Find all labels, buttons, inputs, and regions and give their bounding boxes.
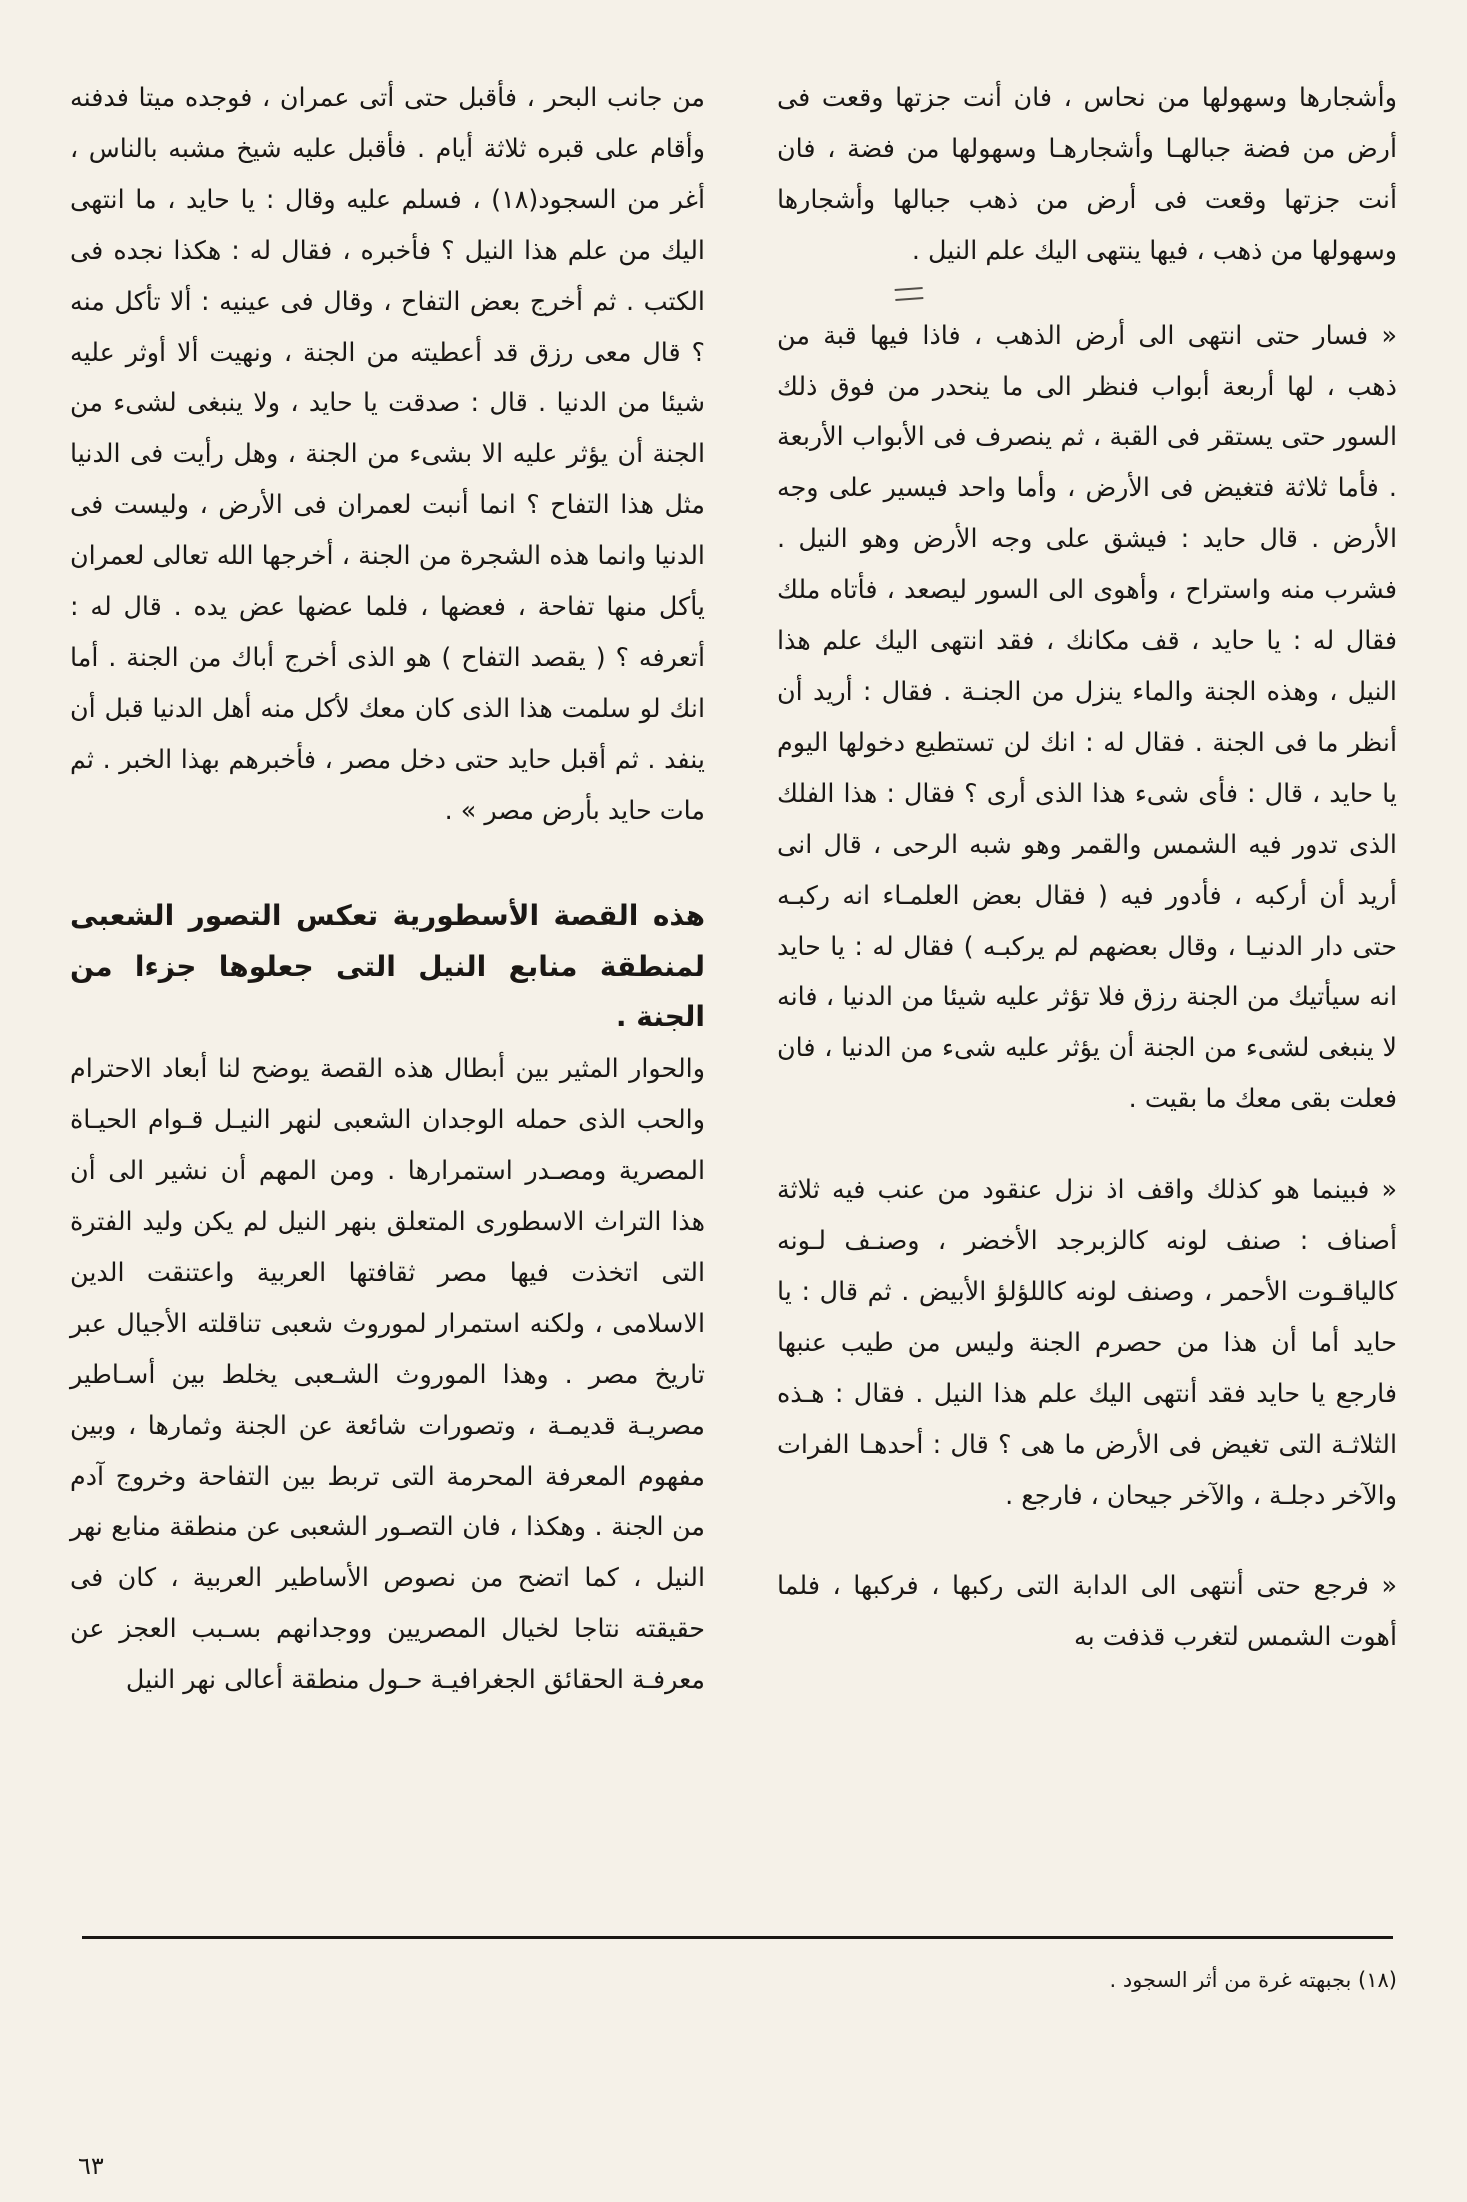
left-text-column <box>70 72 705 1705</box>
section-subheading: هذه القصة الأسطورية تعكس التصور الشعبى لمنطقة منابع النيل التى جعلوها جزءا من الجنة . <box>70 898 705 1034</box>
footnote-divider <box>82 1936 1393 1939</box>
paragraph-spacer <box>777 1124 1397 1164</box>
paragraph: والحوار المثير بين أبطال هذه القصة يوضح لنا أبعاد الاحترام والحب الذى حمله الوجدان الشعبى لنهر النيـل قـوام الحيـاة المصرية ومصـدر استمرارها . ومن المهم أن نشير الى أن هذا التراث الاسطورى المتعلق بنهر النيل لم يكن وليد الفترة التى اتخذت فيها مصر ثقافتها العربية واعتنقت الدين الاسلامى ، ولكنه استمرار لموروث شعبى تناقلته الأجيال عبر تاريخ مصر . وهذا الموروث الشـعبى يخلط بين أسـاطير مصريـة قديمـة ، وتصورات شائعة عن الجنة وثمارها ، وبين مفهوم المعرفة المحرمة التى تربط بين التفاحة وخروج آدم من الجنة . وهكذا ، فان التصـور الشعبى عن منطقة منابع نهر النيل ، كما اتضح من نصوص الأساطير العربية ، كان فى حقيقته نتاجا لخيال المصريين ووجدانهم بسـبب العجز عن معرفـة الحقائق الجغرافيـة حـول منطقة أعالى نهر النيل <box>70 1053 705 1695</box>
footnote: (١٨) بجبهته غرة من أثر السجود . <box>1109 1968 1397 1992</box>
paragraph: من جانب البحر ، فأقبل حتى أتى عمران ، فوجده ميتا فدفنه وأقام على قبره ثلاثة أيام . فأقبل عليه شيخ مشبه بالناس ، أغر من السجود(١٨) ، فسلم عليه وقال : يا حايد ، ما انتهى اليك من علم هذا النيل ؟ فأخبره ، فقال له : هكذا نجده فى الكتب . ثم أخرج بعض التفاح ، وقال فى عينيه : ألا تأكل منه ؟ قال معى رزق قد أعطيته من الجنة ، ونهيت ألا أوثر عليه شيئا من الدنيا . قال : صدقت يا حايد ، ولا ينبغى لشىء من الجنة أن يؤثر عليه الا بشىء من الجنة ، وهل رأيت فى الدنيا مثل هذا التفاح ؟ انما أنبت لعمران فى الأرض ، وليست فى الدنيا وانما هذه الشجرة من الجنة ، أخرجها الله تعالى لعمران يأكل منها تفاحة ، فعضها ، فلما عضها عض يده . قال له : أتعرفه ؟ ( يقصد التفاح ) هو الذى أخرج أباك من الجنة . أما انك لو سلمت هذا الذى كان معك لأكل منه أهل الدنيا قبل أن ينفد . ثم أقبل حايد حتى دخل مصر ، فأخبرهم بهذا الخبر . ثم مات حايد بأرض مصر » . <box>70 82 705 825</box>
paragraph: « فبينما هو كذلك واقف اذ نزل عنقود من عنب فيه ثلاثة أصناف : صنف لونه كالزبرجد الأخضر ، وصنـف لـونه كالياقـوت الأحمر ، وصنف لونه كاللؤلؤ الأبيض . ثم قال : يا حايد أما أن هذا من حصرم الجنة وليس من طيب عنبها فارجع يا حايد فقد أنتهى اليك علم هذا النيل . فقال : هـذه الثلاثـة التى تغيض فى الأرض ما هى ؟ قال : أحدهـا الفرات والآخر دجلـة ، والآخر جيحان ، فارجع . <box>777 1174 1397 1510</box>
paragraph: « فرجع حتى أنتهى الى الدابة التى ركبها ، فركبها ، فلما أهوت الشمس لتغرب قذفت به <box>777 1570 1397 1652</box>
right-text-column <box>777 72 1397 1662</box>
page-number: ٦٣ <box>78 2152 104 2180</box>
paragraph-spacer <box>70 836 705 891</box>
paragraph: « فسار حتى انتهى الى أرض الذهب ، فاذا فيها قبة من ذهب ، لها أربعة أبواب فنظر الى ما ينحدر من فوق ذلك السور حتى يستقر فى القبة ، ثم ينصرف فى الأبواب الأربعة . فأما ثلاثة فتغيض فى الأرض ، وأما واحد فيسير على وجه الأرض . قال حايد : فيشق على وجه الأرض وهو النيل . فشرب منه واستراح ، وأهوى الى السور ليصعد ، فأتاه ملك فقال له : يا حايد ، قف مكانك ، فقد انتهى اليك علم هذا النيل ، وهذه الجنة والماء ينزل من الجنـة . فقال : أريد أن أنظر ما فى الجنة . فقال له : انك لن تستطيع دخولها اليوم يا حايد ، قال : فأى شىء هذا الذى أرى ؟ فقال : هذا الفلك الذى تدور فيه الشمس والقمر وهو شبه الرحى ، قال انى أريد أن أركبه ، فأدور فيه ( فقال بعض العلمـاء انه ركبـه حتى دار الدنيـا ، وقال بعضهم لم يركبـه ) فقال له : يا حايد انه سيأتيك من الجنة رزق فلا تؤثر عليه شيئا من الدنيا ، فانه لا ينبغى لشىء من الجنة أن يؤثر عليه شىء من الدنيا ، فان فعلت بقى معك ما بقيت . <box>777 319 1397 1114</box>
ink-smudge-icon <box>777 276 1397 310</box>
paragraph-spacer <box>777 1520 1397 1560</box>
paragraph: وأشجارها وسهولها من نحاس ، فان أنت جزتها وقعت فى أرض من فضة جبالهـا وأشجارهـا وسهولها من فضة ، فان أنت جزتها وقعت فى أرض من ذهب جبالها وأشجارها وسهولها من ذهب ، فيها ينتهى اليك علم النيل . <box>777 82 1397 265</box>
